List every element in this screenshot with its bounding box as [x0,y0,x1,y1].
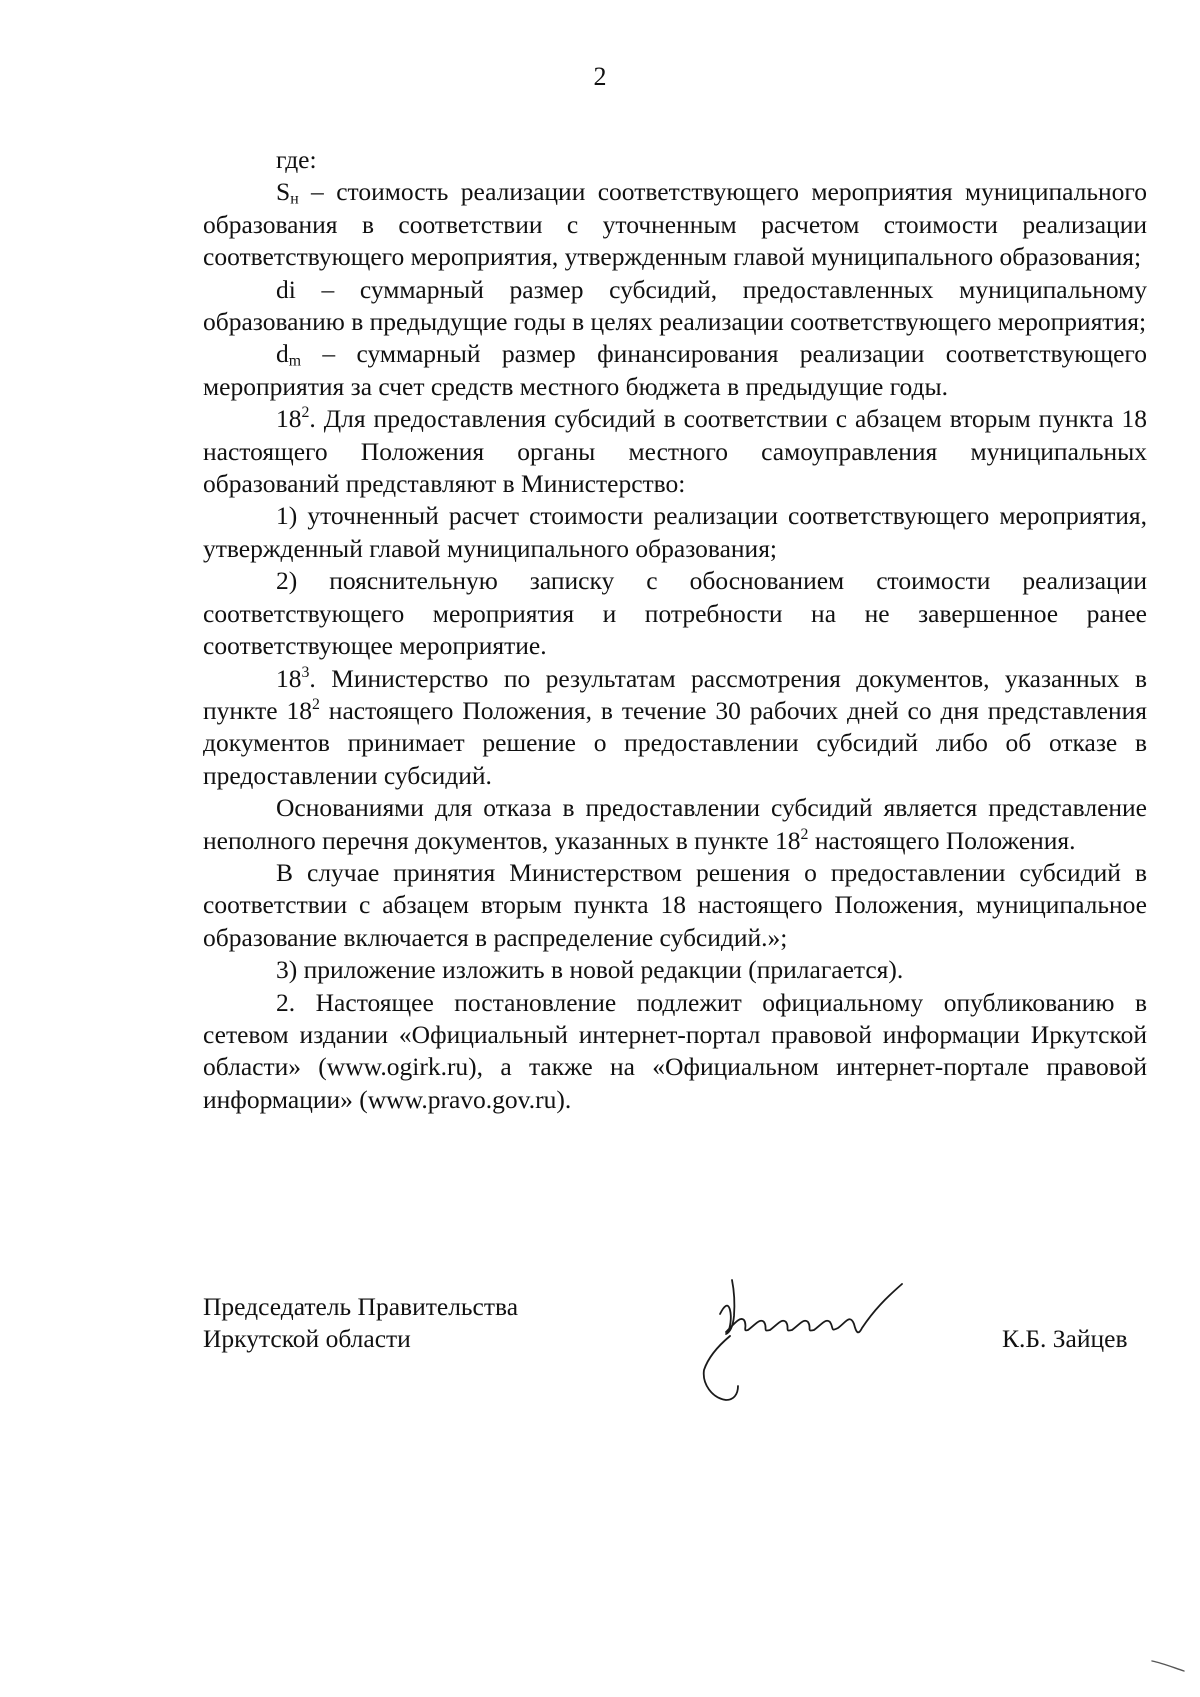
clause-reference: 18 [775,825,801,855]
refusal-grounds-text-a: Основаниями для отказа в предоставлении субсидий является представление неполного перечня документов, указанных в пункте [203,793,1147,855]
scan-mark [1150,1655,1190,1675]
clause-18-3-text-b: настоящего Положения, в течение 30 рабочих дней со дня представления документов принимает решение о предоставлении субсидий либо об отказе в предоставлении субсидий. [203,695,1148,790]
symbol-sub-n: н [290,190,299,208]
clause-reference-sup: 2 [311,696,320,714]
clause-18-2 [203,403,1147,500]
item-3: 3) приложение изложить в новой редакции (прилагается). [276,955,904,985]
where-label: где: [276,145,317,174]
clause-number: 18 [276,663,302,693]
position-line-1: Председатель Правительства [203,1292,519,1321]
symbol-s: S [276,177,291,207]
definition-dm-text: – суммарный размер финансирования реализации соответствующего мероприятия за счет средств местного бюджета в предыдущие годы. [203,339,1147,401]
handwritten-signature [690,1276,930,1416]
signatory-position [203,1291,518,1356]
clause-number: 18 [276,404,302,434]
refusal-grounds [203,792,1147,857]
clause-sup: 3 [301,663,310,681]
clause-reference: 18 [286,695,312,725]
clause-sup: 2 [301,404,310,422]
definition-sn-text: – стоимость реализации соответствующего мероприятия муниципального образования в соответствии с уточненным расчетом стоимости реализации соответствующего мероприятия, утвержденным главой муниципального образования; [203,177,1147,272]
clause-reference-sup: 2 [800,825,809,843]
document-body [203,144,1147,1116]
clause-18-3-text-a: . Министерство по результатам рассмотрения документов, указанных в пункте [203,663,1147,725]
definition-sn [203,176,1147,273]
decision-case: В случае принятия Министерством решения о предоставлении субсидий в соответствии с абзацем вторым пункта 18 настоящего Положения, муниципальное образование включается в распределение субсидий.»; [203,857,1147,952]
item-1: 1) уточненный расчет стоимости реализации соответствующего мероприятия, утвержденный главой муниципального образования; [203,501,1147,563]
clause-18-2-text: . Для предоставления субсидий в соответствии с абзацем вторым пункта 18 настоящего Положения органы местного самоуправления муниципальных образований представляют в Министерство: [203,404,1147,499]
position-line-2: Иркутской области [203,1324,411,1354]
symbol-sub-m: m [288,352,302,370]
clause-18-3 [203,663,1147,793]
symbol-d: d [276,339,289,369]
definition-dm [203,338,1147,403]
signatory-name: К.Б. Зайцев [1002,1324,1128,1353]
item-2: 2) пояснительную записку с обоснованием стоимости реализации соответствующего мероприятия и потребности на не завершенное ранее соответствующее мероприятие. [203,566,1147,661]
publication-clause: 2. Настоящее постановление подлежит официальному опубликованию в сетевом издании «Официальный интернет-портал правовой информации Иркутской области» (www.ogirk.ru), а также на «Официальном интернет-портале правовой информации» (www.pravo.gov.ru). [203,987,1147,1114]
page-number: 2 [593,62,607,91]
definition-di: di – суммарный размер субсидий, предоставленных муниципальному образованию в предыдущие годы в целях реализации соответствующего мероприятия; [203,274,1147,337]
refusal-grounds-text-b: настоящего Положения. [808,825,1076,855]
